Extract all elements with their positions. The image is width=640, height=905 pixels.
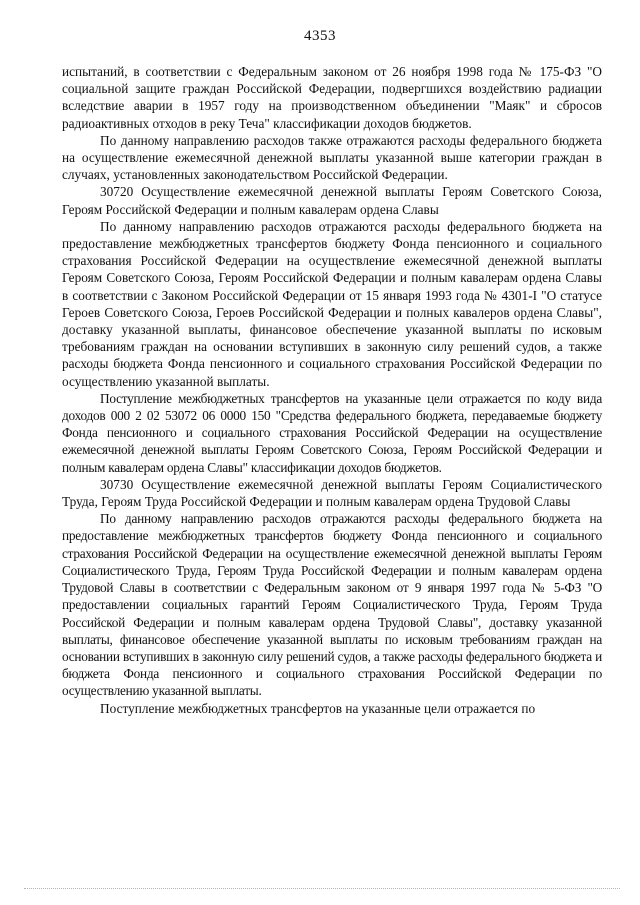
paragraph-continuation: испытаний, в соответствии с Федеральным законом от 26 ноября 1998 года № 175-ФЗ "О социальной защите граждан Российской Федерации, подвергшихся воздействию радиации вследствие аварии в 1957 году на производственном объединении "Маяк" и сбросов радиоактивных отходов в реку Теча" классификации доходов бюджетов.	[62, 64, 602, 131]
paragraph-heading-30720: 30720 Осуществление ежемесячной денежной выплаты Героям Советского Союза, Героям Российской Федерации и полным кавалерам ордена Славы	[62, 184, 602, 217]
paragraph-30720-revenue-code: Поступление межбюджетных трансфертов на указанные цели отражается по коду вида доходов 000 2 02 53072 06 0000 150 "Средства федерального бюджета, передаваемые бюджету Фонда пенсионного и социального страхования Российской Федерации на осуществление ежемесячной денежной выплаты Героям Советского Союза, Героям Российской Федерации и полным кавалерам ордена Славы" классификации доходов бюджетов.	[62, 390, 602, 475]
paragraph-30730-expenses: По данному направлению расходов отражаются расходы федерального бюджета на предоставление межбюджетных трансфертов бюджету Фонда пенсионного и социального страхования Российской Федерации на осуществление ежемесячной денежной выплаты Героям Социалистического Труда, Героям Труда Российской Федерации и полным кавалерам ордена Трудовой Славы в соответствии с Федеральным законом от 9 января 1997 года № 5-ФЗ "О предоставлении социальных гарантий Героям Социалистического Труда, Героям Труда Российской Федерации и полным кавалерам ордена Трудовой Славы", доставку указанной выплаты, финансовое обеспечение указанной выплаты по исковым требованиям граждан на основании вступивших в законную силу решений судов, а также расходы федерального бюджета и бюджета Фонда пенсионного и социального страхования Российской Федерации по осуществлению указанной выплаты.	[62, 511, 602, 699]
page-number: 4353	[304, 28, 336, 44]
paragraph-30720-expenses: По данному направлению расходов отражаются расходы федерального бюджета на предоставление межбюджетных трансфертов бюджету Фонда пенсионного и социального страхования Российской Федерации на осуществление ежемесячной денежной выплаты Героям Советского Союза, Героям Российской Федерации и полным кавалерам ордена Славы в соответствии с Законом Российской Федерации от 15 января 1993 года № 4301-I "О статусе Героев Советского Союза, Героев Российской Федерации и полных кавалеров ордена Славы", доставку указанной выплаты, финансовое обеспечение указанной выплаты по исковым требованиям граждан на основании вступивших в законную силу решений судов, а также расходы бюджета Фонда пенсионного и социального страхования Российской Федерации по осуществлению указанной выплаты.	[62, 218, 602, 389]
scan-edge-divider	[24, 888, 620, 889]
paragraph-federal-budget-note: По данному направлению расходов также отражаются расходы федерального бюджета на осуществление ежемесячной денежной выплаты указанной выше категории граждан в случаях, установленных законодательством Российской Федерации.	[62, 132, 602, 183]
paragraph-30730-revenue-start: Поступление межбюджетных трансфертов на указанные цели отражается по	[100, 700, 536, 716]
paragraph-heading-30730: 30730 Осуществление ежемесячной денежной выплаты Героям Социалистического Труда, Героям Труда Российской Федерации и полным кавалерам ордена Трудовой Славы	[62, 476, 602, 510]
document-body	[62, 63, 602, 717]
